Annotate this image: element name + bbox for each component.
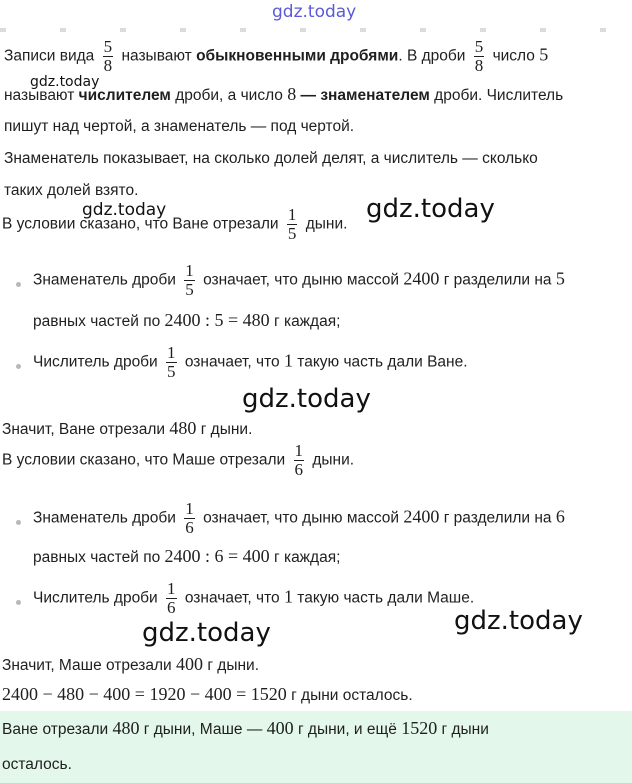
text: Знаменатель дроби bbox=[33, 271, 176, 289]
bold-term: — знаменателем bbox=[300, 87, 430, 104]
text: означает, что дыню массой bbox=[203, 509, 400, 527]
denominator: 6 bbox=[167, 598, 176, 617]
denominator: 5 bbox=[185, 280, 194, 299]
math-value: 400 bbox=[266, 718, 294, 738]
text: г дыни осталось. bbox=[291, 687, 413, 704]
intro-line-4: Знаменатель показывает, на сколько долей делят, а числитель — сколько bbox=[4, 150, 538, 167]
text: Числитель дроби bbox=[33, 353, 158, 371]
text: означает, что bbox=[184, 589, 280, 607]
fraction-1-5 bbox=[166, 344, 177, 381]
text: В условии сказано, что Маше отрезали bbox=[2, 451, 286, 469]
text: г каждая; bbox=[273, 549, 341, 566]
fraction-1-6 bbox=[294, 442, 305, 479]
cropped-previous-line bbox=[0, 28, 632, 38]
text: равных частей по bbox=[33, 549, 161, 566]
text: дроби. Числитель bbox=[434, 87, 564, 104]
text: такую часть дали Ване. bbox=[297, 353, 468, 371]
intro-line-1 bbox=[4, 38, 548, 75]
fraction-1-5 bbox=[184, 262, 195, 299]
intro-line-3: пишут над чертой, а знаменатель — под чертой. bbox=[4, 118, 355, 135]
text: Значит, Маше отрезали bbox=[2, 657, 172, 674]
bullet-icon bbox=[16, 282, 21, 287]
text: Знаменатель дроби bbox=[33, 509, 176, 527]
fraction-1-6 bbox=[184, 500, 195, 537]
text: называют bbox=[4, 87, 75, 104]
text: В условии сказано, что Ване отрезали bbox=[2, 215, 279, 233]
intro-line-2 bbox=[4, 84, 563, 105]
text: . В дроби bbox=[398, 47, 466, 65]
text: число bbox=[492, 47, 535, 65]
fraction-5-8 bbox=[103, 38, 114, 75]
math-expression: 2400 − 480 − 400 = 1920 − 400 = 1520 bbox=[2, 684, 287, 704]
denominator: 8 bbox=[103, 56, 113, 75]
fraction-1-6 bbox=[166, 580, 177, 617]
math-value: 5 bbox=[555, 268, 565, 289]
masha-bullet-2 bbox=[33, 580, 474, 617]
math-value: 8 bbox=[287, 84, 297, 104]
math-expression: 2400 : 6 = 400 bbox=[164, 546, 270, 566]
watermark-top: gdz.today bbox=[272, 2, 357, 22]
text: г каждая; bbox=[273, 313, 341, 330]
numerator: 5 bbox=[103, 37, 113, 56]
vanya-condition bbox=[2, 206, 347, 243]
denominator: 5 bbox=[287, 224, 297, 243]
watermark: gdz.today bbox=[366, 194, 495, 224]
math-value: 400 bbox=[176, 654, 204, 674]
bullet-icon bbox=[16, 520, 21, 525]
denominator: 6 bbox=[185, 518, 194, 537]
math-value: 1 bbox=[283, 350, 293, 371]
text: г дыни. bbox=[200, 421, 253, 438]
vanya-result bbox=[2, 418, 252, 439]
text: дыни. bbox=[312, 451, 355, 469]
text: Записи вида bbox=[4, 47, 95, 65]
text: Ване отрезали bbox=[2, 721, 109, 738]
text: г дыни. bbox=[207, 657, 260, 674]
numerator: 5 bbox=[474, 37, 484, 56]
text: дыни. bbox=[305, 215, 348, 233]
math-value: 6 bbox=[555, 506, 565, 527]
bold-term: обыкновенными дробями bbox=[196, 47, 399, 65]
numerator: 1 bbox=[185, 499, 194, 518]
text: означает, что дыню массой bbox=[203, 271, 400, 289]
vanya-bullet-2 bbox=[33, 344, 468, 381]
vanya-bullet-1-line-1 bbox=[33, 262, 565, 299]
watermark: gdz.today bbox=[454, 606, 583, 636]
answer-line-1 bbox=[2, 718, 489, 739]
watermark: gdz.today bbox=[82, 200, 167, 220]
intro-line-5: таких долей взято. bbox=[4, 182, 139, 199]
fraction-1-5 bbox=[287, 206, 298, 243]
bullet-icon bbox=[16, 600, 21, 605]
text: называют bbox=[121, 47, 192, 65]
math-value: 1 bbox=[283, 586, 293, 607]
answer-line-2: осталось. bbox=[2, 756, 72, 773]
masha-condition bbox=[2, 442, 354, 479]
text: Значит, Ване отрезали bbox=[2, 421, 166, 438]
bold-term: числителем bbox=[78, 87, 171, 104]
text: г разделили на bbox=[443, 271, 552, 289]
text: Числитель дроби bbox=[33, 589, 158, 607]
text: дроби, а число bbox=[175, 87, 283, 104]
math-value: 2400 bbox=[403, 268, 440, 289]
vanya-bullet-1-line-2 bbox=[33, 310, 340, 331]
math-value: 1520 bbox=[401, 718, 438, 738]
math-value: 480 bbox=[112, 718, 140, 738]
text: означает, что bbox=[184, 353, 280, 371]
math-value: 480 bbox=[169, 418, 197, 438]
text: г дыни bbox=[441, 721, 489, 738]
masha-result bbox=[2, 654, 259, 675]
math-value: 5 bbox=[539, 44, 549, 65]
text: такую часть дали Маше. bbox=[297, 589, 475, 607]
fraction-5-8 bbox=[474, 38, 485, 75]
math-value: 2400 bbox=[403, 506, 440, 527]
denominator: 6 bbox=[294, 460, 304, 479]
calculation-line bbox=[2, 684, 413, 705]
text: г дыни, и ещё bbox=[297, 721, 397, 738]
denominator: 8 bbox=[474, 56, 484, 75]
numerator: 1 bbox=[287, 205, 297, 224]
watermark: gdz.today bbox=[30, 74, 100, 90]
numerator: 1 bbox=[294, 441, 304, 460]
text: г дыни, Маше — bbox=[143, 721, 263, 738]
numerator: 1 bbox=[185, 261, 194, 280]
watermark: gdz.today bbox=[242, 384, 371, 414]
watermark: gdz.today bbox=[142, 618, 271, 648]
numerator: 1 bbox=[167, 579, 176, 598]
denominator: 5 bbox=[167, 362, 176, 381]
masha-bullet-1-line-2 bbox=[33, 546, 340, 567]
bullet-icon bbox=[16, 364, 21, 369]
numerator: 1 bbox=[167, 343, 176, 362]
text: равных частей по bbox=[33, 313, 161, 330]
math-expression: 2400 : 5 = 480 bbox=[164, 310, 270, 330]
text: г разделили на bbox=[443, 509, 552, 527]
masha-bullet-1-line-1 bbox=[33, 500, 565, 537]
